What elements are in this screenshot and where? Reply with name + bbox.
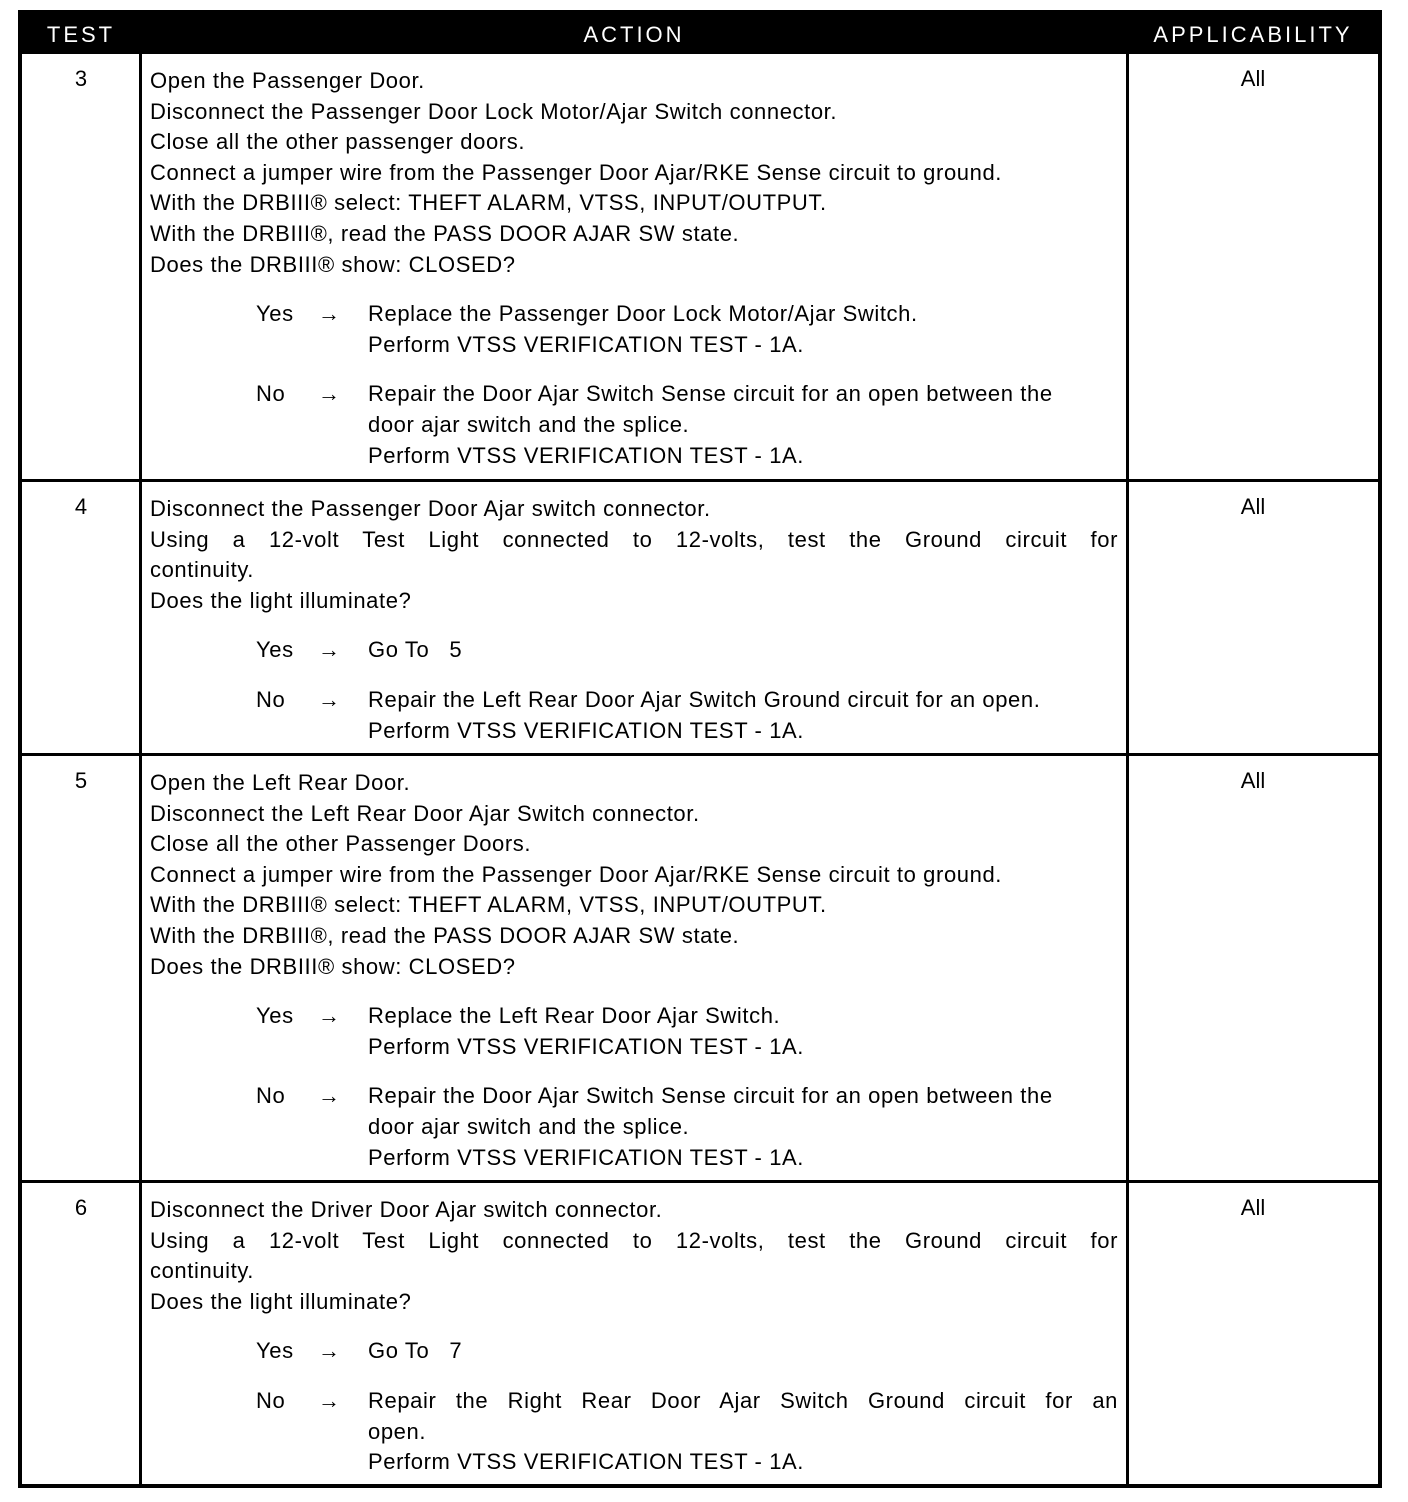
right-arrow-icon: → [318,637,341,663]
answer-label: No [256,1387,286,1413]
answer-line: Replace the Passenger Door Lock Motor/Ajar Switch. [368,301,918,327]
right-arrow-icon: → [318,686,341,712]
column-divider [139,54,142,1484]
step-line: Does the DRBIII® show: CLOSED? [150,251,516,277]
answer-line: Perform VTSS VERIFICATION TEST - 1A. [368,1449,805,1475]
answer-yes [150,1001,1118,1062]
answer-line: Perform VTSS VERIFICATION TEST - 1A. [368,442,805,468]
right-arrow-icon: → [318,301,341,327]
answer-line: Repair the Left Rear Door Ajar Switch Ground circuit for an open. [368,686,1041,712]
answer-label: Yes [256,637,294,663]
answer-line: door ajar switch and the splice. [368,411,690,437]
applicability-value: All [1240,66,1266,91]
step-line: With the DRBIII® select: THEFT ALARM, VTSS, INPUT/OUTPUT. [150,190,827,216]
step-line: With the DRBIII®, read the PASS DOOR AJAR SW state. [150,922,740,948]
answer-no [150,1081,1118,1173]
step-line: Does the light illuminate? [150,1288,412,1314]
header-test: TEST [46,22,116,47]
test-number: 6 [74,1195,88,1220]
step-line: With the DRBIII® select: THEFT ALARM, VTSS, INPUT/OUTPUT. [150,892,827,918]
answer-no [150,685,1118,746]
answer-line: Perform VTSS VERIFICATION TEST - 1A. [368,1144,805,1170]
answer-label: Yes [256,1003,294,1029]
right-arrow-icon: → [318,381,341,407]
answer-label: Yes [256,301,294,327]
answer-line: Perform VTSS VERIFICATION TEST - 1A. [368,1033,805,1059]
right-arrow-icon: → [318,1338,341,1364]
answer-no [150,1386,1118,1478]
answer-line: Go To 7 [368,1338,463,1364]
answer-line: Go To 5 [368,637,463,663]
header-action: ACTION [583,22,685,47]
applicability-value: All [1240,1195,1266,1220]
answer-label: No [256,381,286,407]
step-line: Close all the other passenger doors. [150,129,526,155]
answer-yes [150,1336,1118,1367]
answer-line: Repair the Door Ajar Switch Sense circuit for an open between the [368,381,1053,407]
right-arrow-icon: → [318,1003,341,1029]
step-line: Connect a jumper wire from the Passenger Door Ajar/RKE Sense circuit to ground. [150,159,1002,185]
column-divider [1126,54,1129,1484]
action-cell [150,1195,1118,1478]
table-row-test-3 [22,54,1378,482]
answer-line: Perform VTSS VERIFICATION TEST - 1A. [368,717,805,743]
answer-label: No [256,1083,286,1109]
step-line: With the DRBIII®, read the PASS DOOR AJAR SW state. [150,220,740,246]
table-row-test-5 [22,756,1378,1183]
right-arrow-icon: → [318,1387,341,1413]
answer-label: No [256,686,286,712]
table-row-test-4 [22,482,1378,756]
action-cell [150,768,1118,1173]
table-row-test-6 [22,1183,1378,1484]
step-line: Disconnect the Left Rear Door Ajar Switch connector. [150,800,700,826]
answer-yes [150,635,1118,666]
step-line: Using a 12-volt Test Light connected to 12-volts, test the Ground circuit for [150,1227,1118,1253]
table-header [22,14,1378,54]
answer-yes [150,299,1118,360]
test-number: 5 [74,768,88,793]
step-line: Disconnect the Driver Door Ajar switch connector. [150,1197,663,1222]
answer-no [150,379,1118,471]
step-line: Does the DRBIII® show: CLOSED? [150,953,516,979]
action-cell [150,66,1118,471]
answer-line: Replace the Left Rear Door Ajar Switch. [368,1003,781,1029]
applicability-value: All [1240,768,1266,793]
step-line: Disconnect the Passenger Door Lock Motor/Ajar Switch connector. [150,98,838,124]
answer-line: Perform VTSS VERIFICATION TEST - 1A. [368,331,805,357]
test-number: 3 [74,66,88,91]
action-cell [150,494,1118,746]
step-line: Open the Passenger Door. [150,68,425,93]
step-line: Disconnect the Passenger Door Ajar switch connector. [150,496,711,521]
applicability-value: All [1240,494,1266,519]
header-applicability: APPLICABILITY [1153,22,1353,47]
step-line: Close all the other Passenger Doors. [150,831,532,857]
answer-line: open. [368,1418,427,1444]
step-line: Open the Left Rear Door. [150,770,411,795]
answer-line: door ajar switch and the splice. [368,1113,690,1139]
test-table [18,10,1382,1488]
step-line: continuity. [150,1258,255,1284]
step-line: Connect a jumper wire from the Passenger Door Ajar/RKE Sense circuit to ground. [150,861,1002,887]
right-arrow-icon: → [318,1083,341,1109]
answer-line: Repair the Door Ajar Switch Sense circuit for an open between the [368,1083,1053,1109]
test-number: 4 [74,494,88,519]
answer-line: Repair the Right Rear Door Ajar Switch Ground circuit for an [368,1387,1118,1413]
step-line: continuity. [150,557,255,583]
step-line: Using a 12-volt Test Light connected to 12-volts, test the Ground circuit for [150,526,1118,552]
answer-label: Yes [256,1338,294,1364]
step-line: Does the light illuminate? [150,587,412,613]
